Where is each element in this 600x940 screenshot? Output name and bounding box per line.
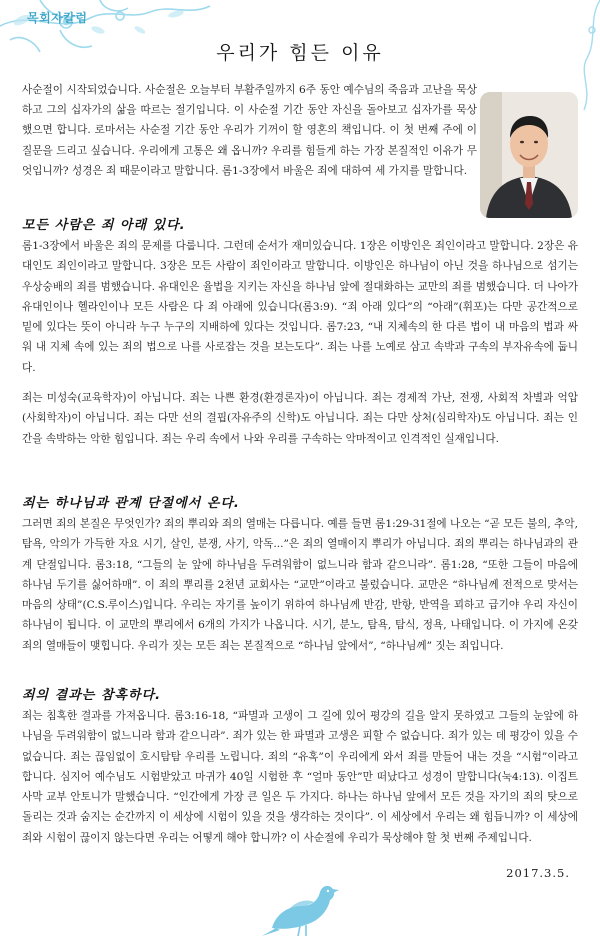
- section-paragraph: 죄는 미성숙(교육학자)이 아닙니다. 죄는 나쁜 환경(환경론자)이 아닙니다. 죄는 경제적 가난, 전쟁, 사회적 차별과 억압(사회학자)이 아닙니다. 죄는 다만 선의 결핍(자유주의 신학)도 아닙니다. 죄는 다만 상처(심리학자)도 아닙니다. 죄는 인간을 속박하는 악한 힘입니다. 죄는 우리 속에서 나와 우리를 구속하는 악마적이고 인격적인 실재입니다.: [22, 392, 578, 445]
- portrait-photo: [480, 92, 578, 218]
- bird-icon: [262, 880, 340, 938]
- publication-date: 2017.3.5.: [506, 866, 570, 880]
- section-heading: 모든 사람은 죄 아래 있다.: [22, 218, 186, 233]
- section-heading: 죄는 하나님과 관계 단절에서 온다.: [22, 496, 240, 511]
- section-heading: 죄의 결과는 참혹하다.: [22, 688, 162, 703]
- column-tag: 목회자칼럼: [27, 11, 88, 25]
- intro-paragraph: 사순절이 시작되었습니다. 사순절은 오늘부터 부활주일까지 6주 동안 예수님의 죽음과 고난을 묵상하고 그의 십자가의 삶을 따르는 절기입니다. 이 사순절 기간 동안 자신을 돌아보고 십자가를 묵상했으면 합니다. 로마서는 사순절 기간 동안 우리가 기꺼이 할 영혼의 책입니다. 이 첫 번째 주에 이 질문을 드리고 싶습니다. 우리에게 고통은 왜 옵니까? 우리를 힘들게 하는 가장 본질적인 이유가 무엇입니까? 성경은 죄 때문이라고 말합니다. 롬1-3장에서 바울은 죄에 대하여 세 가지를 말합니다.: [22, 84, 477, 177]
- page-title: 우리가 힘든 이유: [216, 42, 384, 64]
- section-paragraph: 롬1-3장에서 바울은 죄의 문제를 다룹니다. 그런데 순서가 재미있습니다. 1장은 이방인은 죄인이라고 말합니다. 2장은 유대인도 죄인이라고 말합니다. 3장은 모든 사람이 죄인이라고 말합니다. 이방인은 하나님이 아닌 것을 하나님으로 섬기는 우상숭배의 죄를 범했습니다. 유대인은 율법을 지키는 자신을 하나님 앞에 절대화하는 교만의 죄를 범했습니다. 더 나아가 유대인이나 헬라인이나 모든 사람은 다 죄 아래에 있습니다(롬3:9). “죄 아래 있다”의 “아래”(휘포)는 다만 공간적으로 밑에 있다는 뜻이 아니라 누구 누구의 지배하에 있다는 것입니다. 롬7:23, “내 지체속의 한 다른 법이 내 마음의 법과 싸워 내 지체 속에 있는 죄의 법으로 나를 사로잡는 것을 보는도다”. 죄는 나를 노예로 삼고 속박과 구속의 부자유속에 둡니다.: [22, 240, 578, 374]
- section-paragraph: 죄는 침혹한 결과를 가져옵니다. 롬3:16-18, “파멸과 고생이 그 길에 있어 평강의 길을 알지 못하였고 그들의 눈앞에 하나님을 두려워함이 없느니라 함과 같으니라”. 죄가 있는 한 파멸과 고생은 피할 수 없습니다. 죄가 있는 데 평강이 있을 수 없습니다. 죄는 끊임없이 호시탐탐 우리를 노립니다. 죄의 “유혹”이 우리에게 와서 죄를 만들어 내는 것을 “시험”이라고 합니다. 심지어 예수님도 시험받았고 마귀가 40일 시험한 후 “얼마 동안”만 떠났다고 성경이 말합니다(눅4:13). 이집트 사막 교부 안토니가 말했습니다. “인간에게 가장 큰 일은 두 가지다. 하나는 하나님 앞에서 모든 것을 자기의 죄의 탓으로 돌리는 것과 숨지는 순간까지 이 세상에 시험이 있을 것을 생각하는 것이다”. 이 세상에서 우리는 왜 힘듭니까? 이 세상에 죄와 시험이 끊이지 않는다면 우리는 어떻게 해야 합니까? 이 사순절에 우리가 묵상해야 할 첫 번째 주제입니다.: [22, 710, 578, 844]
- section-paragraph: 그러면 죄의 본질은 무엇인가? 죄의 뿌리와 죄의 열매는 다릅니다. 예를 들면 롬1:29-31절에 나오는 “곧 모든 불의, 추악, 탐욕, 악의가 가득한 자요 시기, 살인, 분쟁, 사기, 악독...”은 죄의 열매이지 뿌리가 아닙니다. 죄의 뿌리는 하나님과의 관계 단절입니다. 롬3:18, “그들의 눈 앞에 하나님을 두려워함이 없느니라 함과 같으니라”. 롬1:28, “또한 그들이 마음에 하나님 두기를 싫어하매”. 이 죄의 뿌리를 2천년 교회사는 “교만”이라고 불렀습니다. 교만은 “하나님께 전적으로 맞서는 마음의 상태”(C.S.루이스)입니다. 우리는 자기를 높이기 위하여 하나님께 반감, 반항, 반역을 꾀하고 급기야 우리 자신이 하나님이 됩니다. 이 교만의 뿌리에서 6개의 가지가 나옵니다. 시기, 분노, 탐욕, 탐식, 정욕, 나태입니다. 이 가지에 온갖 죄의 열매들이 맺힙니다. 우리가 짓는 모든 죄는 본질적으로 “하나님 앞에서”, “하나님께” 짓는 죄입니다.: [22, 518, 578, 652]
